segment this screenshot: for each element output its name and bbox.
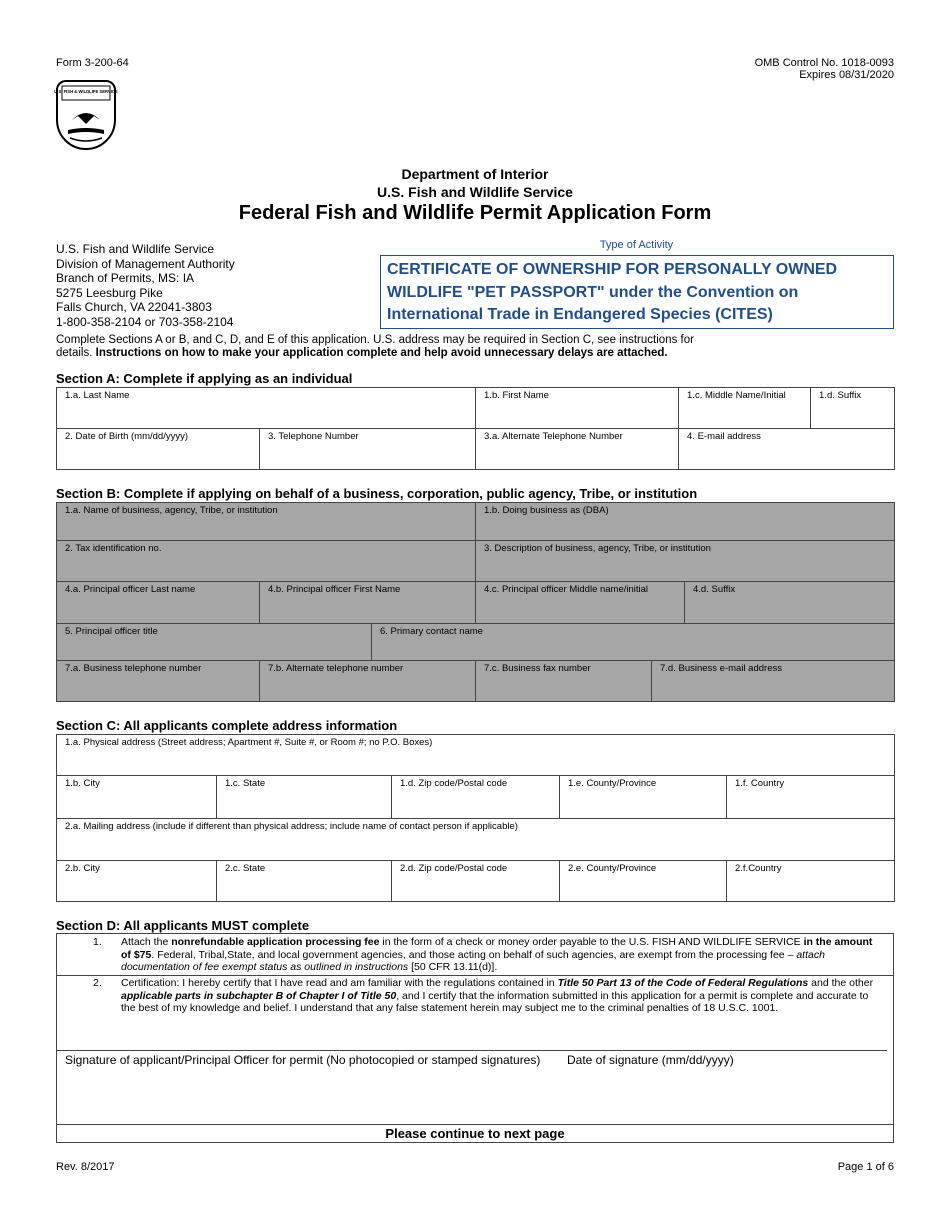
usfws-logo xyxy=(56,80,116,150)
item2-number: 2. xyxy=(93,977,102,989)
state2-field[interactable] xyxy=(217,861,392,902)
biz-phone-label: 7.a. Business telephone number xyxy=(65,663,202,674)
primary-contact-field[interactable] xyxy=(372,624,895,661)
item1-number: 1. xyxy=(93,936,102,948)
po-first-label: 4.b. Principal officer First Name xyxy=(268,584,401,595)
item2-part: , and I certify that the information submitted in this application for a permit is complete and accurate to the best of my knowledge and belief. I understand that any false statement herein may subject me to the criminal penalties of 18 U.S.C. 1001. xyxy=(121,989,869,1014)
address-line: Falls Church, VA 22041-3803 xyxy=(56,300,212,314)
dob-label: 2. Date of Birth (mm/dd/yyyy) xyxy=(65,431,189,442)
logo-text: U.S. FISH & WILDLIFE SERVICE xyxy=(54,89,118,94)
zip1-label: 1.d. Zip code/Postal code xyxy=(400,778,508,789)
item1-bold: nonrefundable application processing fee xyxy=(171,936,380,948)
section-b-title: Section B: Complete if applying on behalf of a business, corporation, public agency, Tribe, or institution xyxy=(56,486,698,501)
description-field[interactable] xyxy=(476,541,895,582)
form-title: Federal Fish and Wildlife Permit Application Form xyxy=(238,202,712,224)
phone-label: 3. Telephone Number xyxy=(268,431,359,442)
phone-field[interactable] xyxy=(260,429,476,470)
dept-title: Department of Interior xyxy=(401,166,549,182)
item1-part: [50 CFR 13.11(d)]. xyxy=(408,961,498,973)
po-title-label: 5. Principal officer title xyxy=(65,626,158,637)
last-name-field[interactable] xyxy=(57,388,476,429)
email-field[interactable] xyxy=(679,429,895,470)
country1-label: 1.f. Country xyxy=(735,778,785,789)
po-first-field[interactable] xyxy=(260,582,476,624)
physical-address-label: 1.a. Physical address (Street address; Apartment #, Suite #, or Room #; no P.O. Boxes) xyxy=(65,737,433,748)
section-b-table xyxy=(56,502,895,702)
instructions-bold: Instructions on how to make your application complete and help avoid unnecessary delays are attached. xyxy=(95,346,668,359)
activity-label: Type of Activity xyxy=(599,239,674,251)
signature-field[interactable] xyxy=(65,1053,540,1067)
physical-address-field[interactable] xyxy=(57,735,895,776)
divider xyxy=(57,1124,893,1125)
agency-title: U.S. Fish and Wildlife Service xyxy=(377,184,573,200)
mailing-address-label: 2.a. Mailing address (include if different than physical address; include name of contact person if applicable) xyxy=(65,821,518,832)
biz-phone-field[interactable] xyxy=(57,661,260,702)
biz-email-field[interactable] xyxy=(652,661,895,702)
state1-label: 1.c. State xyxy=(225,778,266,789)
biz-alt-phone-field[interactable] xyxy=(260,661,476,702)
item1-italic: attach documentation of fee exempt status as outlined in instructions xyxy=(121,948,825,973)
zip2-field[interactable] xyxy=(392,861,560,902)
instructions xyxy=(56,334,896,359)
address-line: Branch of Permits, MS: IA xyxy=(56,271,195,285)
section-a-table xyxy=(56,387,895,470)
description-label: 3. Description of business, agency, Tribe, or institution xyxy=(484,543,711,554)
county1-label: 1.e. County/Province xyxy=(568,778,657,789)
suffix-field[interactable] xyxy=(811,388,895,429)
zip1-field[interactable] xyxy=(392,776,560,819)
item1-part: Attach the xyxy=(121,936,172,948)
middle-name-field[interactable] xyxy=(679,388,811,429)
first-name-label: 1.b. First Name xyxy=(484,390,549,401)
county2-label: 2.e. County/Province xyxy=(568,863,657,874)
section-d-box xyxy=(56,933,894,1143)
po-suffix-field[interactable] xyxy=(685,582,895,624)
state2-label: 2.c. State xyxy=(225,863,266,874)
omb-expires: Expires 08/31/2020 xyxy=(799,69,894,81)
signature-date-field[interactable] xyxy=(567,1053,734,1067)
instructions-plain: details. xyxy=(56,346,96,359)
address-line: U.S. Fish and Wildlife Service xyxy=(56,242,215,256)
activity-box: CERTIFICATE OF OWNERSHIP FOR PERSONALLY OWNED WILDLIFE "PET PASSPORT" under the Convention on International Trade in Endangered Species (CITES) xyxy=(380,255,894,329)
usfws-seal-icon xyxy=(54,82,118,148)
address-line: 1-800-358-2104 or 703-358-2104 xyxy=(56,314,234,329)
biz-email-label: 7.d. Business e-mail address xyxy=(660,663,782,674)
section-c-title: Section C: All applicants complete address information xyxy=(56,718,398,733)
country2-field[interactable] xyxy=(727,861,895,902)
section-a-title: Section A: Complete if applying as an individual xyxy=(56,371,353,386)
primary-contact-label: 6. Primary contact name xyxy=(380,626,483,637)
instructions-line1: Complete Sections A or B, and C, D, and E of this application. U.S. address may be required in Section C, see instructions for xyxy=(56,334,694,346)
signature-label: Signature of applicant/Principal Officer for permit (No photocopied or stamped signatures) xyxy=(65,1053,541,1067)
suffix-label: 1.d. Suffix xyxy=(819,390,862,401)
city2-label: 2.b. City xyxy=(65,863,100,874)
country2-label: 2.f.Country xyxy=(735,863,782,874)
form-number: Form 3-200-64 xyxy=(56,57,129,69)
mailing-address-block xyxy=(56,242,356,329)
biz-alt-phone-label: 7.b. Alternate telephone number xyxy=(268,663,404,674)
city1-label: 1.b. City xyxy=(65,778,100,789)
last-name-label: 1.a. Last Name xyxy=(65,390,130,401)
signature-line xyxy=(57,1050,887,1051)
item2-bold-italic: applicable parts in subchapter B of Chapter I of Title 50 xyxy=(121,989,397,1002)
alt-phone-label: 3.a. Alternate Telephone Number xyxy=(484,431,623,442)
po-last-label: 4.a. Principal officer Last name xyxy=(65,584,196,595)
page-number: Page 1 of 6 xyxy=(837,1161,894,1173)
county1-field[interactable] xyxy=(560,776,727,819)
instructions-line2 xyxy=(56,347,896,360)
item2-part: and the other xyxy=(808,977,874,989)
po-last-field[interactable] xyxy=(57,582,260,624)
item1-text xyxy=(121,936,881,974)
country1-field[interactable] xyxy=(727,776,895,819)
po-suffix-label: 4.d. Suffix xyxy=(693,584,736,595)
biz-fax-field[interactable] xyxy=(476,661,652,702)
tax-id-label: 2. Tax identification no. xyxy=(65,543,162,554)
dob-field[interactable] xyxy=(57,429,260,470)
county2-field[interactable] xyxy=(560,861,727,902)
first-name-field[interactable] xyxy=(476,388,679,429)
alt-phone-field[interactable] xyxy=(476,429,679,470)
item1-part: in the form of a check or money order payable to the U.S. FISH AND WILDLIFE SERVICE xyxy=(379,936,804,948)
section-d-title: Section D: All applicants MUST complete xyxy=(56,918,310,933)
continue-notice: Please continue to next page xyxy=(385,1126,565,1141)
omb-control: OMB Control No. 1018-0093 xyxy=(754,57,894,69)
dba-field[interactable] xyxy=(476,503,895,541)
business-name-field[interactable] xyxy=(57,503,476,541)
dba-label: 1.b. Doing business as (DBA) xyxy=(484,505,609,516)
omb-info xyxy=(755,57,894,81)
po-middle-label: 4.c. Principal officer Middle name/initial xyxy=(484,584,649,595)
item2-bold-italic: Title 50 Part 13 of the Code of Federal Regulations xyxy=(557,977,809,989)
tax-id-field[interactable] xyxy=(57,541,476,582)
address-line: Division of Management Authority xyxy=(56,256,235,271)
signature-date-label: Date of signature (mm/dd/yyyy) xyxy=(567,1053,734,1067)
middle-name-label: 1.c. Middle Name/Initial xyxy=(687,390,786,401)
state1-field[interactable] xyxy=(217,776,392,819)
item2-text xyxy=(121,977,881,1015)
biz-fax-label: 7.c. Business fax number xyxy=(484,663,591,674)
item1-bold: in the amount of $75 xyxy=(121,936,873,961)
section-c-table xyxy=(56,734,895,902)
city1-field[interactable] xyxy=(57,776,217,819)
zip2-label: 2.d. Zip code/Postal code xyxy=(400,863,508,874)
address-line: 5275 Leesburg Pike xyxy=(56,285,163,300)
email-label: 4. E-mail address xyxy=(687,431,761,442)
divider xyxy=(57,975,893,976)
item2-part: Certification: I hereby certify that I have read and am familiar with the regulations contained in xyxy=(121,977,558,989)
item1-part: . Federal, Tribal,State, and local government agencies, and those acting on behalf of such agencies, are exempt from the processing fee – xyxy=(151,948,797,961)
city2-field[interactable] xyxy=(57,861,217,902)
po-title-field[interactable] xyxy=(57,624,372,661)
mailing-address-field[interactable] xyxy=(57,819,895,861)
po-middle-field[interactable] xyxy=(476,582,685,624)
business-name-label: 1.a. Name of business, agency, Tribe, or institution xyxy=(65,505,278,516)
revision: Rev. 8/2017 xyxy=(56,1161,115,1173)
